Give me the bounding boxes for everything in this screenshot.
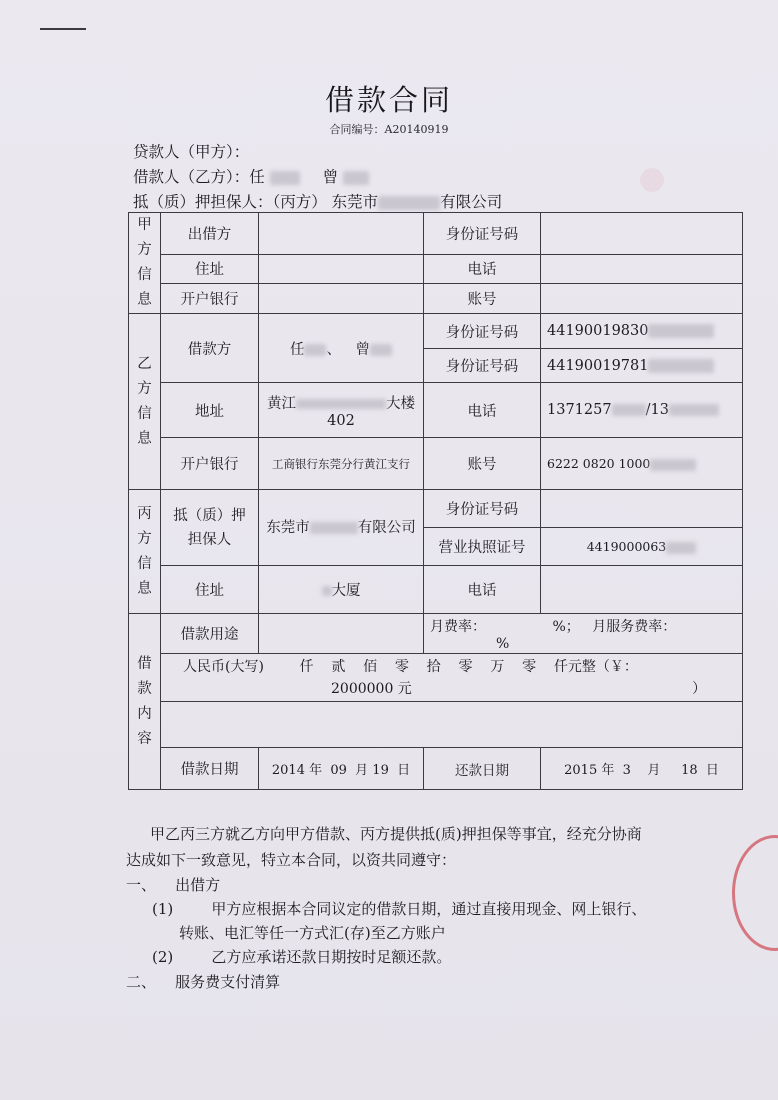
- b-id2-label: 身份证号码: [424, 349, 541, 383]
- a-bank-value: [259, 283, 424, 313]
- section-2-heading: 二、 服务费支付清算: [126, 973, 281, 991]
- section-1-heading: 一、 出借方: [126, 876, 221, 894]
- a-address-label: 住址: [161, 254, 259, 283]
- c-license-value: 4419000063: [541, 528, 743, 566]
- b-bank-label: 开户银行: [161, 438, 259, 490]
- lender-line: 贷款人（甲方）：: [133, 143, 250, 161]
- b-borrower-value: 任 、 曾: [259, 314, 424, 383]
- c-id-value: [541, 490, 743, 528]
- clause-1-2: (2) 乙方应承诺还款日期按时足额还款。: [152, 948, 452, 966]
- document-title: 借款合同: [324, 83, 453, 117]
- a-id-value: [541, 213, 743, 255]
- faint-stain: [640, 168, 664, 192]
- section-b-label: 乙 方 信 息: [129, 314, 161, 490]
- redaction: [648, 359, 714, 373]
- b-id2-value: 44190019781: [541, 349, 743, 383]
- c-guarantor-label: 抵（质）押担保人: [161, 490, 259, 566]
- d-loan-date-value: 2014 年 09 月 19 日: [259, 748, 424, 790]
- section-d-label: 借 款 内 容: [129, 614, 161, 790]
- intro-line-2: 达成如下一致意见，特立本合同，以资共同遵守：: [126, 851, 457, 869]
- c-guarantor-value: 东莞市 有限公司: [259, 490, 424, 566]
- intro-line-1: 甲乙丙三方就乙方向甲方借款、丙方提供抵(质)押担保等事宜，经充分协商: [150, 825, 642, 843]
- contract-info-table: [128, 212, 743, 790]
- d-amount-line2: 2000000 元 ）: [331, 680, 707, 697]
- redaction: [612, 404, 646, 416]
- b-phone-value: 1371257 /13: [541, 383, 743, 438]
- redaction: [370, 344, 392, 356]
- d-empty-row: [161, 702, 743, 748]
- d-purpose-label: 借款用途: [161, 614, 259, 654]
- corner-mark: [40, 28, 86, 30]
- redaction: [378, 196, 440, 210]
- a-id-label: 身份证号码: [424, 213, 541, 255]
- a-phone-label: 电话: [424, 254, 541, 283]
- guarantor-line: 抵（质）押担保人：（丙方） 东莞市 有限公司: [133, 193, 503, 211]
- a-account-value: [541, 283, 743, 313]
- a-lender-label: 出借方: [161, 213, 259, 255]
- c-address-label: 住址: [161, 566, 259, 614]
- c-license-label: 营业执照证号: [424, 528, 541, 566]
- redaction: [310, 522, 358, 534]
- b-account-label: 账号: [424, 438, 541, 490]
- redaction: [669, 404, 719, 416]
- clause-1-1-cont: 转账、电汇等任一方式汇(存)至乙方账户: [179, 924, 446, 942]
- d-repay-date-label: 还款日期: [424, 748, 541, 790]
- redaction: [648, 324, 714, 338]
- redaction: [270, 171, 300, 185]
- redaction: [304, 344, 326, 356]
- redaction: [322, 586, 332, 596]
- b-id1-label: 身份证号码: [424, 314, 541, 349]
- a-account-label: 账号: [424, 283, 541, 313]
- d-loan-date-label: 借款日期: [161, 748, 259, 790]
- b-bank-value: 工商银行东莞分行黄江支行: [259, 438, 424, 490]
- a-lender-value: [259, 213, 424, 255]
- redaction: [343, 171, 369, 185]
- b-borrower-label: 借款方: [161, 314, 259, 383]
- b-account-value: 6222 0820 1000: [541, 438, 743, 490]
- clause-1-1: (1) 甲方应根据本合同议定的借款日期，通过直接用现金、网上银行、: [152, 900, 647, 918]
- red-seal-stamp: [732, 835, 778, 951]
- a-phone-value: [541, 254, 743, 283]
- b-address-value: 黄江 大楼 402: [259, 383, 424, 438]
- d-purpose-value: [259, 614, 424, 654]
- c-id-label: 身份证号码: [424, 490, 541, 528]
- section-a-label: 甲 方 信 息: [129, 213, 161, 314]
- section-c-label: 丙 方 信 息: [129, 490, 161, 614]
- b-phone-label: 电话: [424, 383, 541, 438]
- c-phone-value: [541, 566, 743, 614]
- d-amount: [161, 654, 743, 702]
- redaction: [666, 542, 696, 554]
- d-amount-line1: 人民币(大写) 仟 贰 佰 零 拾 零 万 零 仟元整（￥：: [183, 658, 638, 675]
- a-bank-label: 开户银行: [161, 283, 259, 313]
- a-address-value: [259, 254, 424, 283]
- c-address-value: 大厦: [259, 566, 424, 614]
- contract-number: 合同编号：A20140919: [329, 123, 449, 136]
- c-phone-label: 电话: [424, 566, 541, 614]
- d-repay-date-value: 2015 年 3 月 18 日: [541, 748, 743, 790]
- d-rates: 月费率： %； 月服务费率： %: [424, 614, 743, 654]
- b-address-label: 地址: [161, 383, 259, 438]
- redaction: [650, 459, 696, 471]
- b-id1-value: 44190019830: [541, 314, 743, 349]
- borrower-line: 借款人（乙方）：任 曾: [133, 165, 369, 187]
- redaction: [296, 399, 386, 409]
